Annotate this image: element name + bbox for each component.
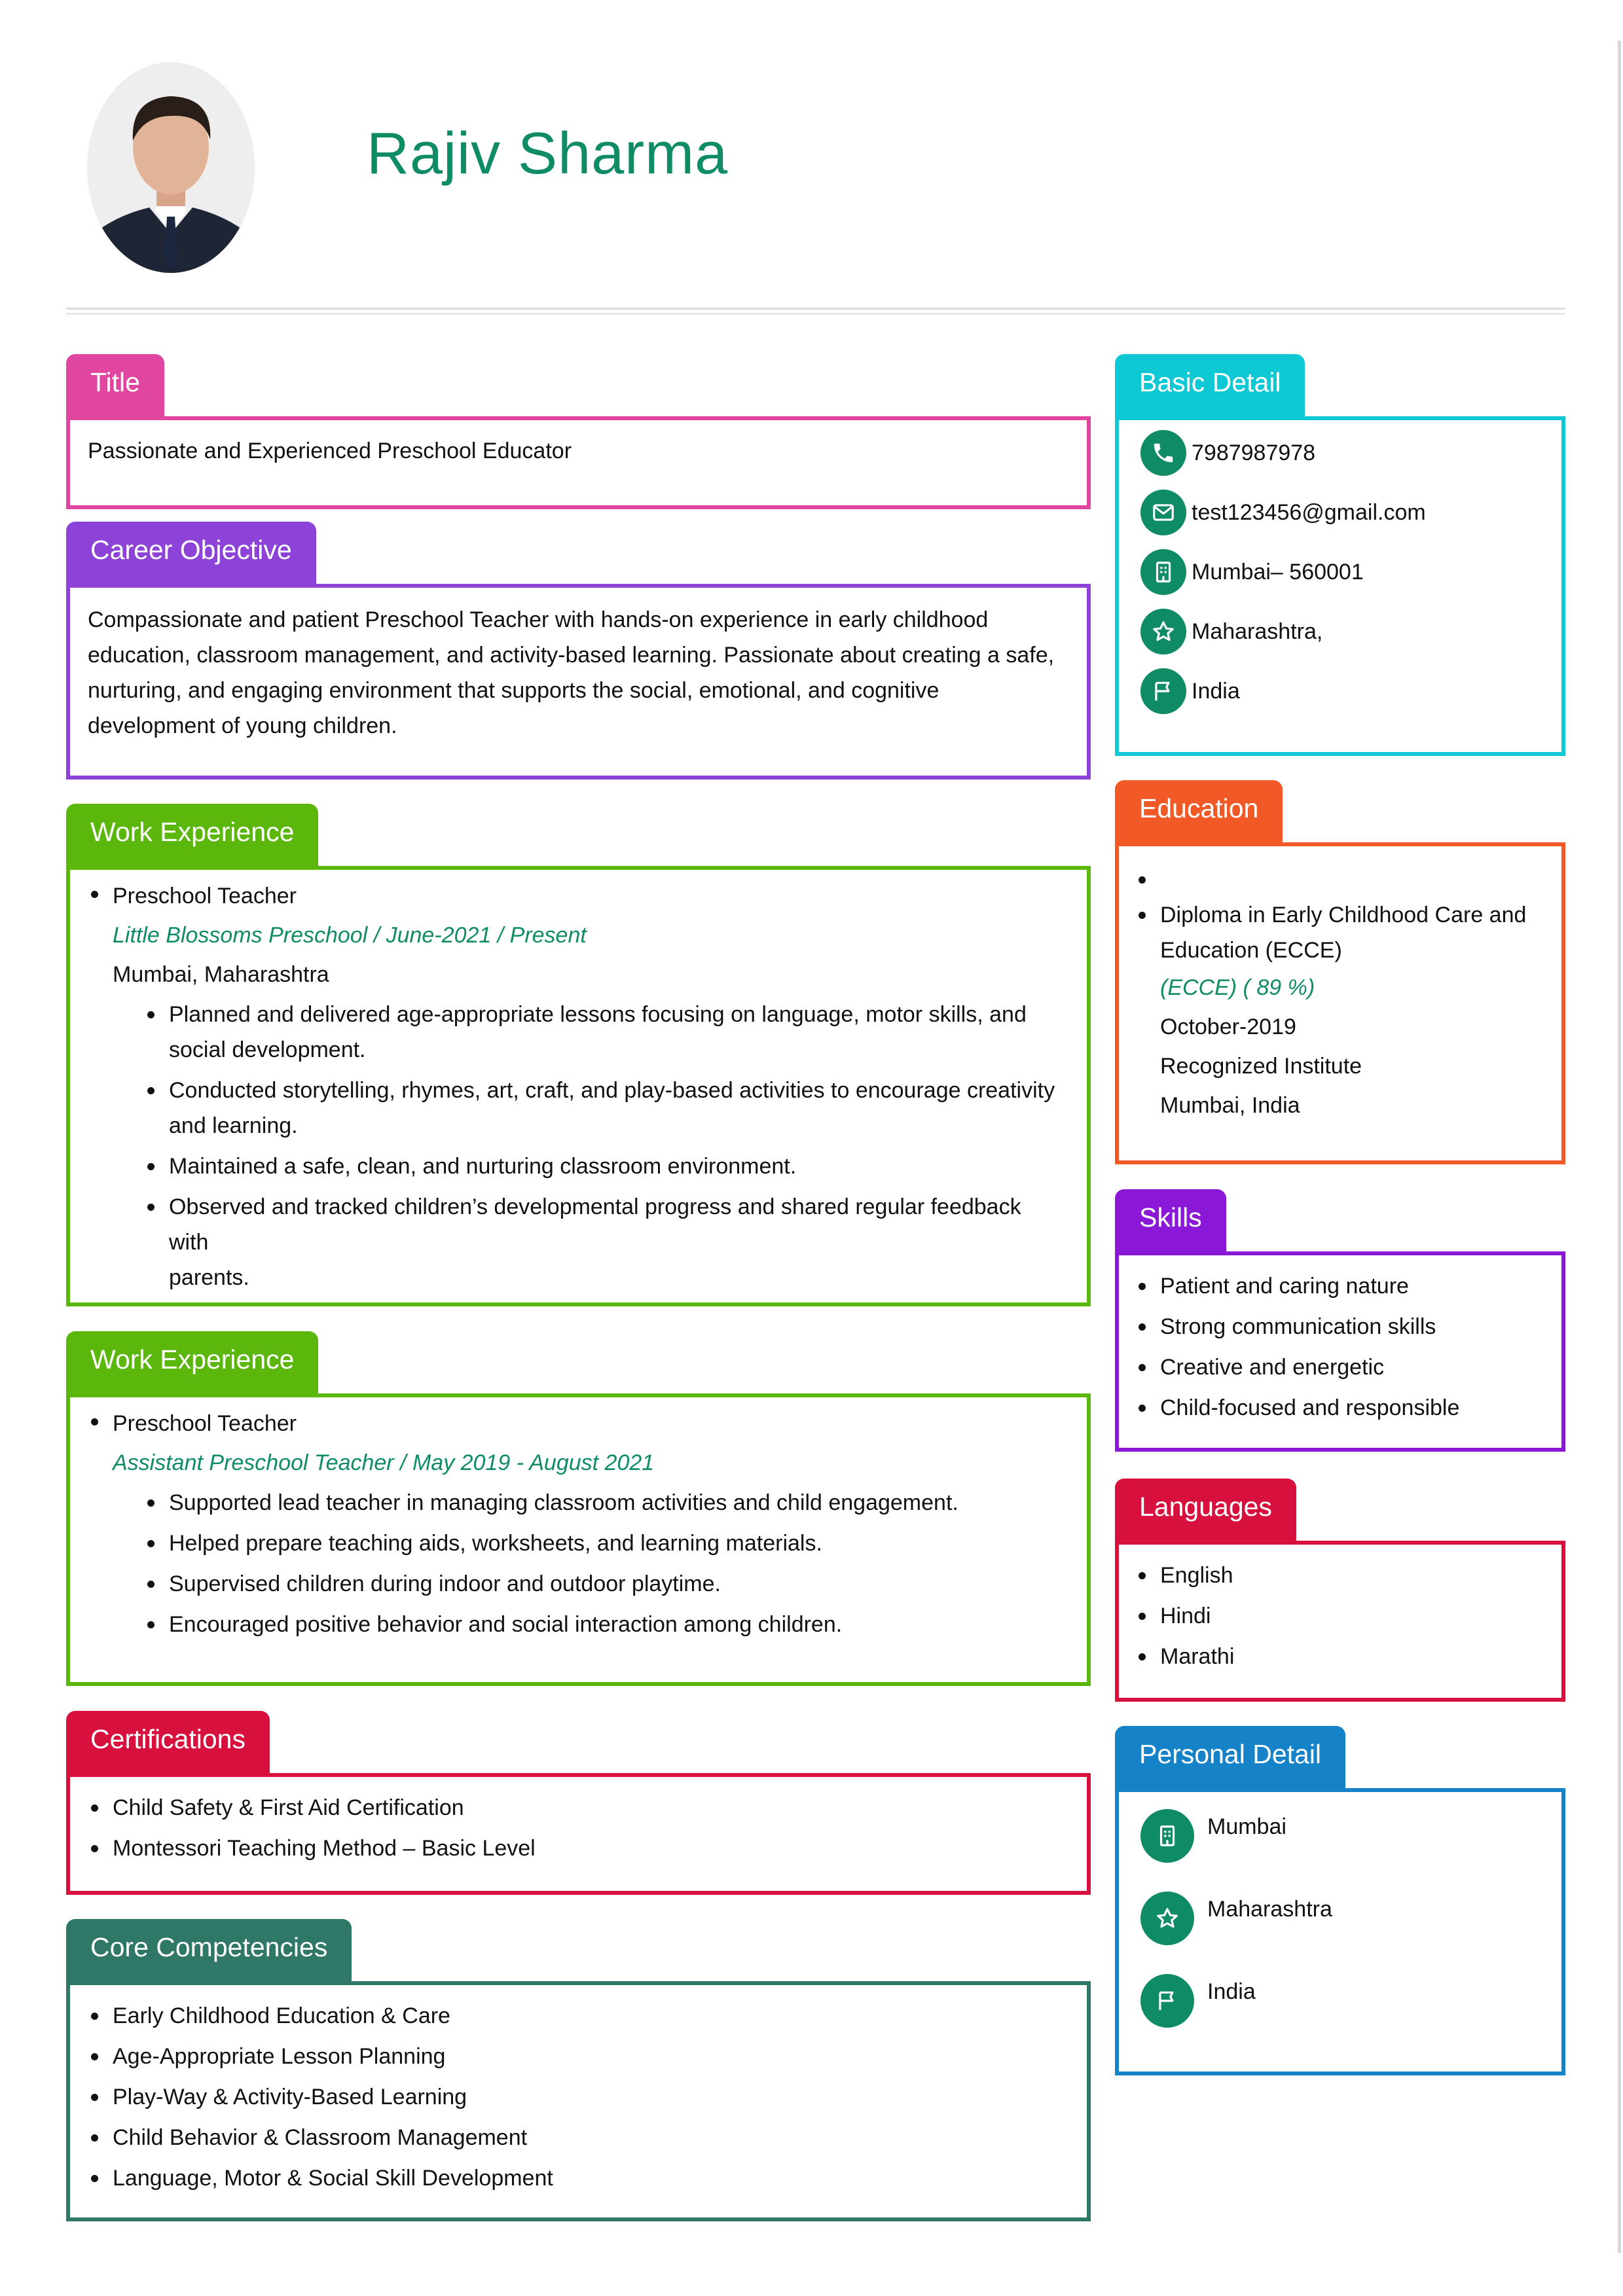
certifications-box <box>66 1773 1091 1895</box>
personal-state-row <box>1140 1892 1332 1945</box>
languages-tab: Languages <box>1115 1479 1296 1541</box>
mail-icon <box>1140 490 1186 535</box>
certifications-tab: Certifications <box>66 1711 270 1773</box>
title-box <box>66 416 1091 509</box>
languages-section <box>1115 1479 1565 1702</box>
candidate-name: Rajiv Sharma <box>367 121 729 187</box>
title-text: Passionate and Experienced Preschool Educator <box>88 439 572 463</box>
certifications-section <box>66 1711 1091 1895</box>
personal-country-row <box>1140 1974 1256 2028</box>
work-experience-box-2 <box>66 1393 1091 1686</box>
education-section <box>1115 780 1565 1164</box>
career-objective-text <box>88 602 1054 744</box>
phone-icon <box>1140 430 1186 476</box>
country-value: India <box>1192 678 1240 704</box>
job-duty-line: Observed and tracked children’s developmental progress and shared regular feedback with <box>169 1194 1021 1255</box>
skill-item: Creative and energetic <box>1135 1350 1542 1385</box>
work-experience-list-2 <box>88 1404 1061 1647</box>
job-duty: Helped prepare teaching aids, worksheets, and learning materials. <box>144 1526 1061 1561</box>
skill-item: Child-focused and responsible <box>1135 1390 1542 1426</box>
work-experience-list-1 <box>88 876 1061 1300</box>
job-duty-line: Maintained a safe, clean, and nurturing classroom environment. <box>169 1154 797 1179</box>
work-experience-tab-2: Work Experience <box>66 1331 318 1393</box>
personal-country-value: India <box>1207 1979 1256 2004</box>
city-value: Mumbai– 560001 <box>1192 559 1364 584</box>
core-competencies-section <box>66 1919 1091 2221</box>
job-duty: Encouraged positive behavior and social interaction among children. <box>144 1607 1061 1642</box>
skills-section <box>1115 1189 1565 1452</box>
education-tab: Education <box>1115 780 1283 842</box>
basic-detail-box <box>1115 416 1565 756</box>
job-duty: Supervised children during indoor and outdoor playtime. <box>144 1566 1061 1602</box>
personal-state-value: Maharashtra <box>1207 1897 1332 1922</box>
job-duty-line: and learning. <box>169 1113 298 1138</box>
skill-item: Patient and caring nature <box>1135 1268 1542 1304</box>
skills-list <box>1135 1268 1542 1426</box>
personal-detail-tab: Personal Detail <box>1115 1726 1345 1788</box>
email-row <box>1140 489 1426 536</box>
job-duty-line: social development. <box>169 1037 366 1062</box>
page-edge-rule <box>1618 41 1621 2253</box>
job-duties <box>144 1485 1061 1642</box>
job-role: Preschool Teacher <box>113 884 297 908</box>
career-objective-box <box>66 584 1091 780</box>
flag-icon <box>1140 668 1186 714</box>
personal-city-value: Mumbai <box>1207 1814 1286 1839</box>
job-duty <box>144 1149 1061 1184</box>
work-experience-box-1 <box>66 866 1091 1306</box>
career-objective-line: nurturing, and engaging environment that supports the social, emotional, and cognitive <box>88 678 939 703</box>
language-item: English <box>1135 1558 1542 1593</box>
job-duty <box>144 1073 1061 1143</box>
star-icon <box>1140 1892 1194 1945</box>
education-date: October-2019 <box>1160 1014 1296 1039</box>
job-duty-line: parents. <box>169 1265 249 1290</box>
state-value: Maharashtra, <box>1192 619 1323 644</box>
building-icon <box>1140 1809 1194 1863</box>
certification-item: Child Safety & First Aid Certification <box>88 1790 1061 1825</box>
job-company-dates: Assistant Preschool Teacher / May 2019 - August 2021 <box>113 1450 655 1475</box>
job-duty-line: Planned and delivered age-appropriate lessons focusing on language, motor skills, and <box>169 1002 1027 1027</box>
job-entry <box>88 1404 1061 1642</box>
language-item: Hindi <box>1135 1598 1542 1634</box>
job-duty <box>144 1189 1061 1295</box>
flag-icon <box>1140 1974 1194 2028</box>
skill-item: Strong communication skills <box>1135 1309 1542 1344</box>
title-section <box>66 354 1091 509</box>
education-box <box>1115 842 1565 1164</box>
competency-item: Age-Appropriate Lesson Planning <box>88 2039 1061 2074</box>
work-experience-section-2 <box>66 1331 1091 1686</box>
basic-detail-tab: Basic Detail <box>1115 354 1305 416</box>
work-experience-tab-1: Work Experience <box>66 804 318 866</box>
education-list <box>1135 862 1542 1125</box>
basic-detail-section <box>1115 354 1565 756</box>
header-divider-secondary <box>66 313 1565 315</box>
job-company-dates: Little Blossoms Preschool / June-2021 / Present <box>113 923 587 948</box>
competency-item: Early Childhood Education & Care <box>88 1998 1061 2034</box>
language-item: Marathi <box>1135 1639 1542 1674</box>
education-entry <box>1135 897 1542 1125</box>
personal-detail-section <box>1115 1726 1565 2075</box>
education-institute: Recognized Institute <box>1160 1054 1362 1079</box>
email-value[interactable]: test123456@gmail.com <box>1192 499 1426 525</box>
phone-row <box>1140 429 1315 476</box>
profile-photo <box>87 62 255 273</box>
building-icon <box>1140 549 1186 595</box>
personal-detail-box <box>1115 1788 1565 2075</box>
skills-box <box>1115 1251 1565 1452</box>
career-objective-tab: Career Objective <box>66 522 316 584</box>
career-objective-line: development of young children. <box>88 713 397 738</box>
job-entry <box>88 876 1061 1295</box>
title-tab: Title <box>66 354 164 416</box>
personal-city-row <box>1140 1809 1286 1863</box>
work-experience-section-1 <box>66 804 1091 1306</box>
education-empty-item <box>1135 862 1542 897</box>
core-competencies-tab: Core Competencies <box>66 1919 352 1981</box>
job-location: Mumbai, Maharashtra <box>113 962 329 987</box>
skills-tab: Skills <box>1115 1189 1226 1251</box>
languages-box <box>1115 1541 1565 1702</box>
education-degree-line: Education (ECCE) <box>1160 938 1342 963</box>
city-row <box>1140 548 1364 596</box>
star-icon <box>1140 609 1186 655</box>
education-score: (ECCE) ( 89 %) <box>1160 975 1315 1000</box>
career-objective-line: Compassionate and patient Preschool Teacher with hands-on experience in early childhood <box>88 607 989 632</box>
job-duty: Supported lead teacher in managing classroom activities and child engagement. <box>144 1485 1061 1520</box>
certification-item: Montessori Teaching Method – Basic Level <box>88 1831 1061 1866</box>
job-duty-line: Conducted storytelling, rhymes, art, craft, and play-based activities to encourage creativity <box>169 1078 1055 1103</box>
state-row <box>1140 608 1322 655</box>
profile-photo-image <box>87 62 255 273</box>
header-divider <box>66 308 1565 310</box>
phone-value[interactable]: 7987987978 <box>1192 440 1316 465</box>
core-competencies-list <box>88 1998 1061 2196</box>
education-location: Mumbai, India <box>1160 1093 1300 1118</box>
career-objective-line: education, classroom management, and activity-based learning. Passionate about creating a safe, <box>88 643 1055 668</box>
job-duty <box>144 997 1061 1067</box>
certifications-list <box>88 1790 1061 1866</box>
languages-list <box>1135 1558 1542 1674</box>
competency-item: Play-Way & Activity-Based Learning <box>88 2079 1061 2115</box>
career-objective-section <box>66 522 1091 780</box>
competency-item: Child Behavior & Classroom Management <box>88 2120 1061 2155</box>
job-duties <box>144 997 1061 1295</box>
education-degree-line: Diploma in Early Childhood Care and <box>1160 903 1527 927</box>
country-row <box>1140 668 1240 715</box>
core-competencies-box <box>66 1981 1091 2221</box>
competency-item: Language, Motor & Social Skill Development <box>88 2161 1061 2196</box>
job-role: Preschool Teacher <box>113 1411 297 1436</box>
